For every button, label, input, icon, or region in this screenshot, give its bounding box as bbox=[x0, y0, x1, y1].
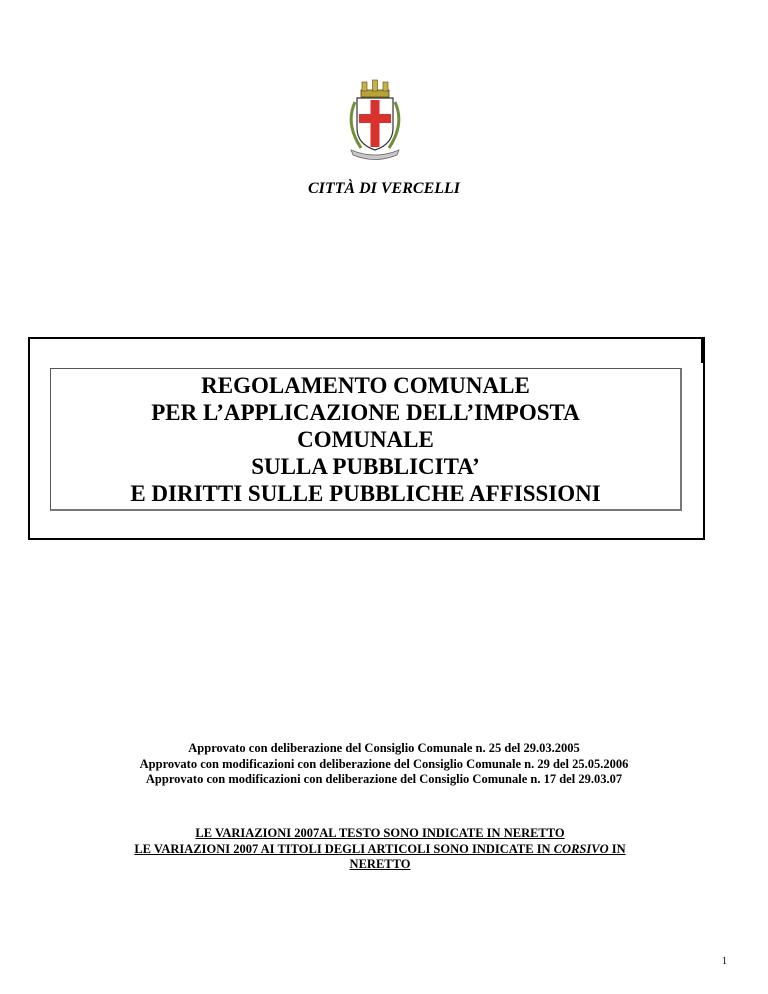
approval-line-1: Approvato con deliberazione del Consiglio Comunale n. 25 del 29.03.2005 bbox=[188, 741, 580, 755]
variation-note-2-italic: CORSIVO bbox=[553, 841, 609, 856]
title-line-5: E DIRITTI SULLE PUBBLICHE AFFISSIONI bbox=[130, 480, 601, 506]
title-frame bbox=[28, 337, 705, 540]
variation-note-3: NERETTO bbox=[349, 857, 411, 871]
approval-line-3: Approvato con modificazioni con deliberazione del Consiglio Comunale n. 17 del 29.03.07 bbox=[145, 772, 623, 786]
title-line-1: REGOLAMENTO COMUNALE bbox=[201, 372, 530, 398]
variation-notes bbox=[40, 826, 720, 873]
city-name: CITTÀ DI VERCELLI bbox=[307, 180, 461, 197]
vercelli-coat-of-arms-icon bbox=[337, 78, 413, 160]
variation-note-2-suffix: IN bbox=[608, 841, 626, 856]
variation-note-2-prefix: LE VARIAZIONI 2007 AI TITOLI DEGLI ARTICOLI SONO INDICATE IN bbox=[134, 841, 554, 856]
title-line-2: PER L’APPLICAZIONE DELL’IMPOSTA bbox=[151, 399, 580, 425]
title-line-4: SULLA PUBBLICITA’ bbox=[251, 453, 480, 479]
variation-note-2 bbox=[40, 842, 720, 858]
approval-notes bbox=[0, 741, 768, 788]
title-box bbox=[50, 368, 682, 511]
page-number: 1 bbox=[722, 956, 727, 967]
title-line-3: COMUNALE bbox=[297, 426, 434, 452]
approval-line-2: Approvato con modificazioni con deliberazione del Consiglio Comunale n. 29 del 25.05.2006 bbox=[139, 756, 629, 771]
variation-note-1: LE VARIAZIONI 2007AL TESTO SONO INDICATE IN NERETTO bbox=[195, 826, 565, 840]
